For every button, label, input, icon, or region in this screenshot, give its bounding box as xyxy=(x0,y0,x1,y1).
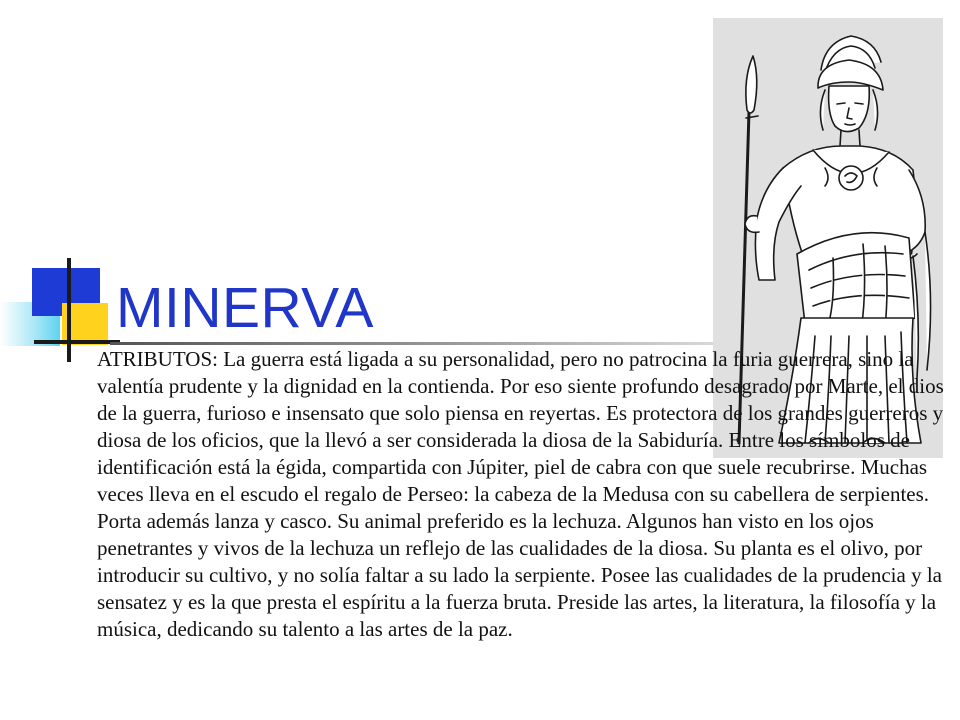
slide-title: MINERVA xyxy=(116,276,374,340)
attributes-text xyxy=(97,346,947,643)
title-underline xyxy=(110,342,730,345)
body-paragraph: ATRIBUTOS: La guerra está ligada a su personalidad, pero no patrocina la furia guerrera, sino la valentía prudente y la dignidad en la contienda. Por eso siente profundo desagrado por Marte, el dios de la guerra, furioso e insensato que solo piensa en reyertas. Es protectora de los grandes guerreros y diosa de los oficios, que la llevó a ser considerada la diosa de la Sabiduría. Entre los símbolos de identificación está la égida, compartida con Júpiter, piel de cabra con que suele recubrirse. Muchas veces lleva en el escudo el regalo de Perseo: la cabeza de la Medusa con su cabellera de serpientes. Porta además lanza y casco. Su animal preferido es la lechuza. Algunos han visto en los ojos penetrantes y vivos de la lechuza un reflejo de las cualidades de la diosa. Su planta es el olivo, por introducir su cultivo, y no solía faltar a su lado la serpiente. Posee las cualidades de la prudencia y la sensatez y es la que presta el espíritu a la fuerza bruta. Preside las artes, la literatura, la filosofía y la música, dedicando su talento a las artes de la paz. xyxy=(97,347,944,641)
decor-vertical-line xyxy=(67,258,71,362)
decor-horizontal-line xyxy=(34,340,120,344)
